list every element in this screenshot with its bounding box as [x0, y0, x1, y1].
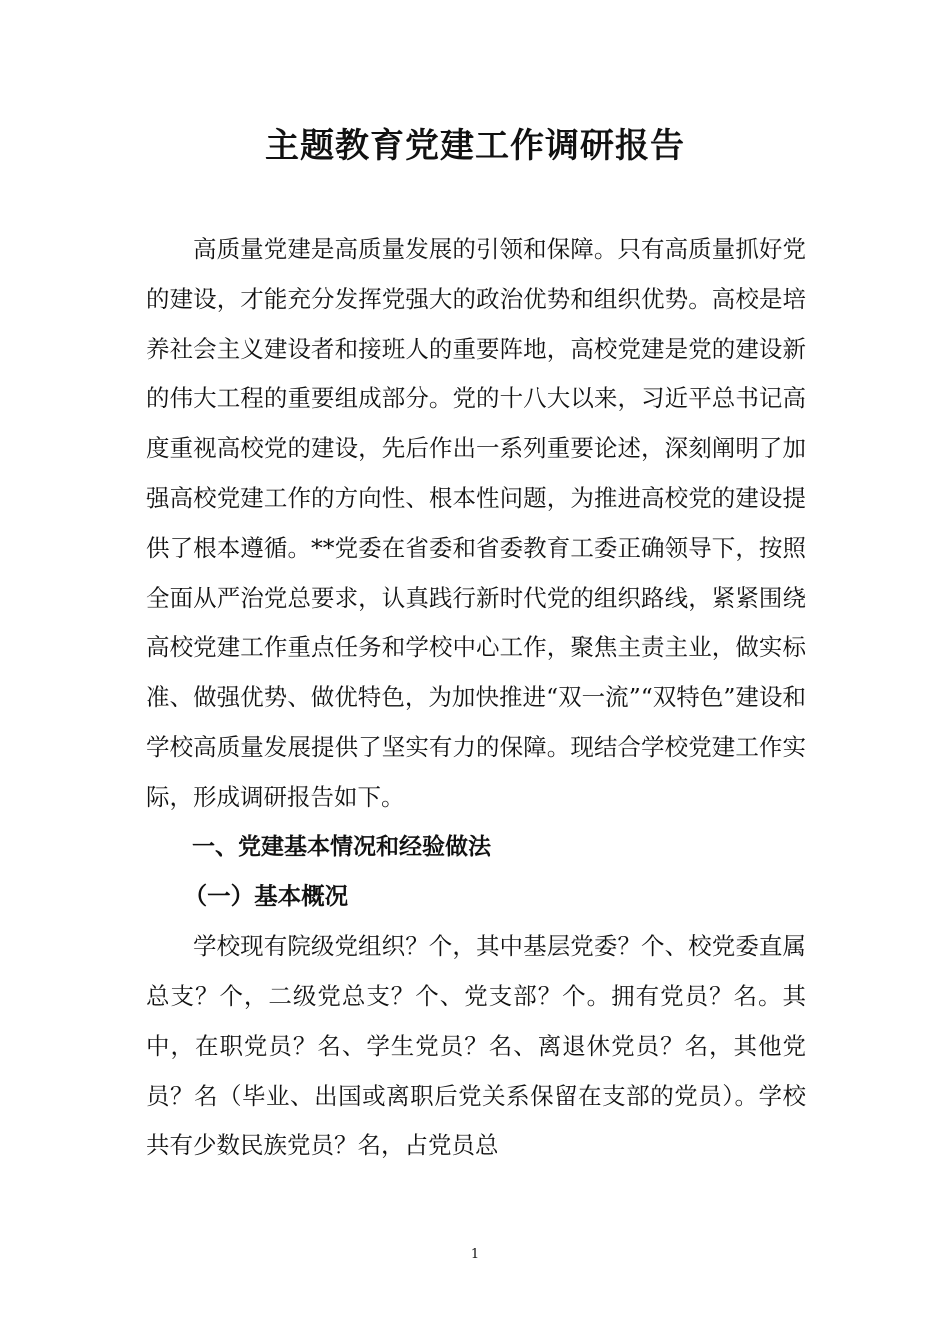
- document-body: [146, 225, 806, 1171]
- paragraph-intro: 高质量党建是高质量发展的引领和保障。只有高质量抓好党的建设，才能充分发挥党强大的政治优势和组织优势。高校是培养社会主义建设者和接班人的重要阵地，高校党建是党的建设新的伟大工程的重要组成部分。党的十八大以来，习近平总书记高度重视高校党的建设，先后作出一系列重要论述，深刻阐明了加强高校党建工作的方向性、根本性问题，为推进高校党的建设提供了根本遵循。**党委在省委和省委教育工委正确领导下，按照全面从严治党总要求，认真践行新时代党的组织路线，紧紧围绕高校党建工作重点任务和学校中心工作，聚焦主责主业，做实标准、做强优势、做优特色，为加快推进“双一流”“双特色”建设和学校高质量发展提供了坚实有力的保障。现结合学校党建工作实际，形成调研报告如下。: [146, 235, 806, 811]
- subsection-heading: （一）基本概况: [183, 882, 349, 911]
- document-title: 主题教育党建工作调研报告: [265, 126, 685, 166]
- paragraph-overview: 学校现有院级党组织？个，其中基层党委？个、校党委直属总支？个，二级党总支？个、党支部？个。拥有党员？名。其中，在职党员？名、学生党员？名、离退休党员？名，其他党员？名（毕业、出国或离职后党关系保留在支部的党员）。学校共有少数民族党员？名，占党员总: [146, 932, 806, 1160]
- section-heading: 一、党建基本情况和经验做法: [192, 833, 491, 860]
- page-number: 1: [470, 1247, 480, 1262]
